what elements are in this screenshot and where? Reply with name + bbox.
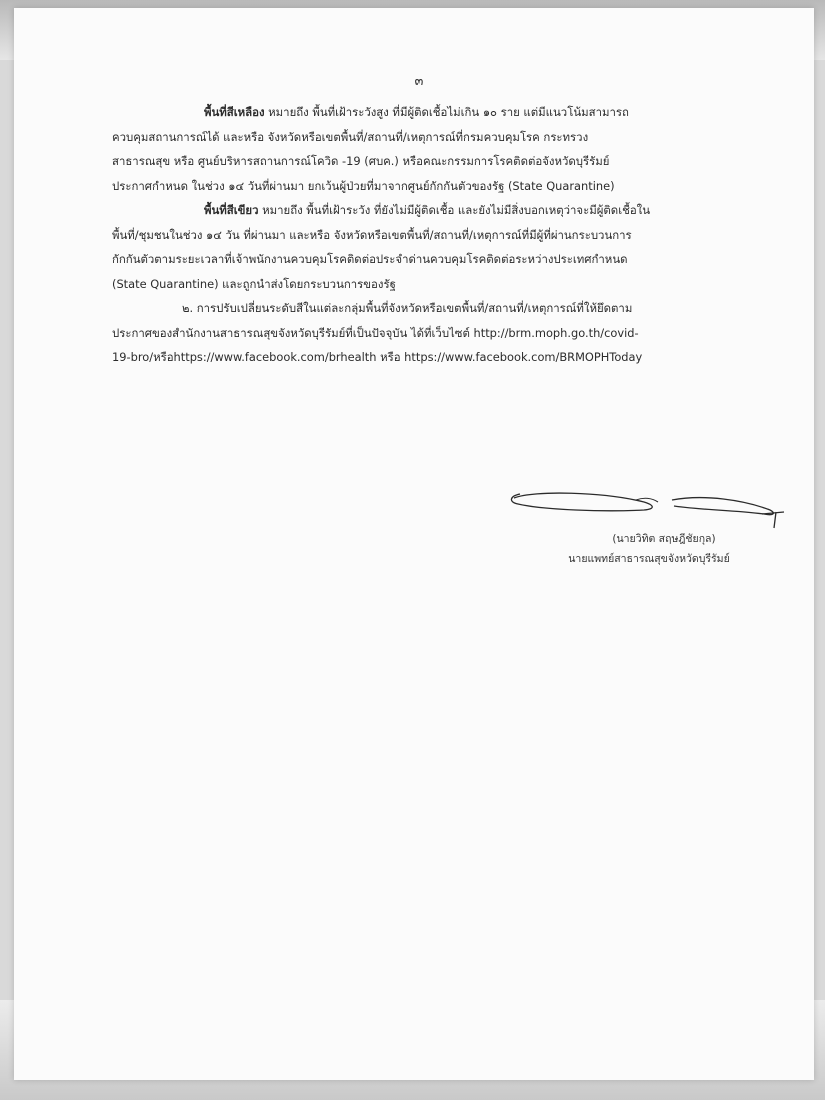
item-2-line-2: ประกาศของสำนักงานสาธารณสุขจังหวัดบุรีรัมย์ที่เป็นปัจจุบัน ได้ที่เว็บไซต์ http://brm.moph.go.th/covid- bbox=[112, 325, 639, 340]
document-page bbox=[14, 8, 814, 1080]
item-2-line-3: 19-bro/หรือhttps://www.facebook.com/brhealth หรือ https://www.facebook.com/BRMOPHToday bbox=[112, 350, 643, 364]
yellow-zone-line-1-text: หมายถึง พื้นที่เฝ้าระวังสูง ที่มีผู้ติดเชื้อไม่เกิน ๑๐ ราย แต่มีแนวโน้มสามารถ bbox=[264, 105, 629, 119]
yellow-zone-line-1 bbox=[112, 100, 732, 125]
green-zone-line-2: พื้นที่/ชุมชนในช่วง ๑๔ วัน ที่ผ่านมา และหรือ จังหวัดหรือเขตพื้นที่/สถานที่/เหตุการณ์ที่มีผู้ที่ผ่านกระบวนการ bbox=[112, 227, 632, 242]
green-zone-line-4: (State Quarantine) และถูกนำส่งโดยกระบวนการของรัฐ bbox=[112, 276, 396, 291]
signer-name: (นายวิทิต สฤษฎีชัยกุล) bbox=[612, 533, 716, 545]
green-zone-line-1-text: หมายถึง พื้นที่เฝ้าระวัง ที่ยังไม่มีผู้ติดเชื้อ และยังไม่มีสิ่งบอกเหตุว่าจะมีผู้ติดเชื้อใน bbox=[258, 203, 651, 217]
green-zone-heading: พื้นที่สีเขียว bbox=[204, 203, 259, 217]
green-zone-paragraph bbox=[112, 198, 732, 296]
yellow-zone-line-4: ประกาศกำหนด ในช่วง ๑๔ วันที่ผ่านมา ยกเว้นผู้ป่วยที่มาจากศูนย์กักกันตัวของรัฐ (State Quarantine) bbox=[112, 178, 615, 193]
signer-title: นายแพทย์สาธารณสุขจังหวัดบุรีรัมย์ bbox=[568, 553, 730, 565]
yellow-zone-heading: พื้นที่สีเหลือง bbox=[204, 105, 265, 119]
yellow-zone-paragraph bbox=[112, 100, 732, 198]
page-number: ๓ bbox=[414, 74, 424, 89]
yellow-zone-line-2: ควบคุมสถานการณ์ได้ และหรือ จังหวัดหรือเขตพื้นที่/สถานที่/เหตุการณ์ที่กรมควบคุมโรค กระทรวง bbox=[112, 129, 589, 144]
green-zone-line-1 bbox=[112, 198, 732, 223]
item-2-line-1: ๒. การปรับเปลี่ยนระดับสีในแต่ละกลุ่มพื้นที่จังหวัดหรือเขตพื้นที่/สถานที่/เหตุการณ์ที่ให้ยึดตาม bbox=[182, 301, 633, 315]
yellow-zone-line-3: สาธารณสุข หรือ ศูนย์บริหารสถานการณ์โควิด -19 (ศบค.) หรือคณะกรรมการโรคติดต่อจังหวัดบุรีรัมย์ bbox=[112, 154, 610, 168]
item-2-paragraph bbox=[112, 296, 732, 370]
green-zone-line-3: กักกันตัวตามระยะเวลาที่เจ้าพนักงานควบคุมโรคติดต่อประจำด่านควบคุมโรคติดต่อระหว่างประเทศกำหนด bbox=[112, 252, 628, 266]
